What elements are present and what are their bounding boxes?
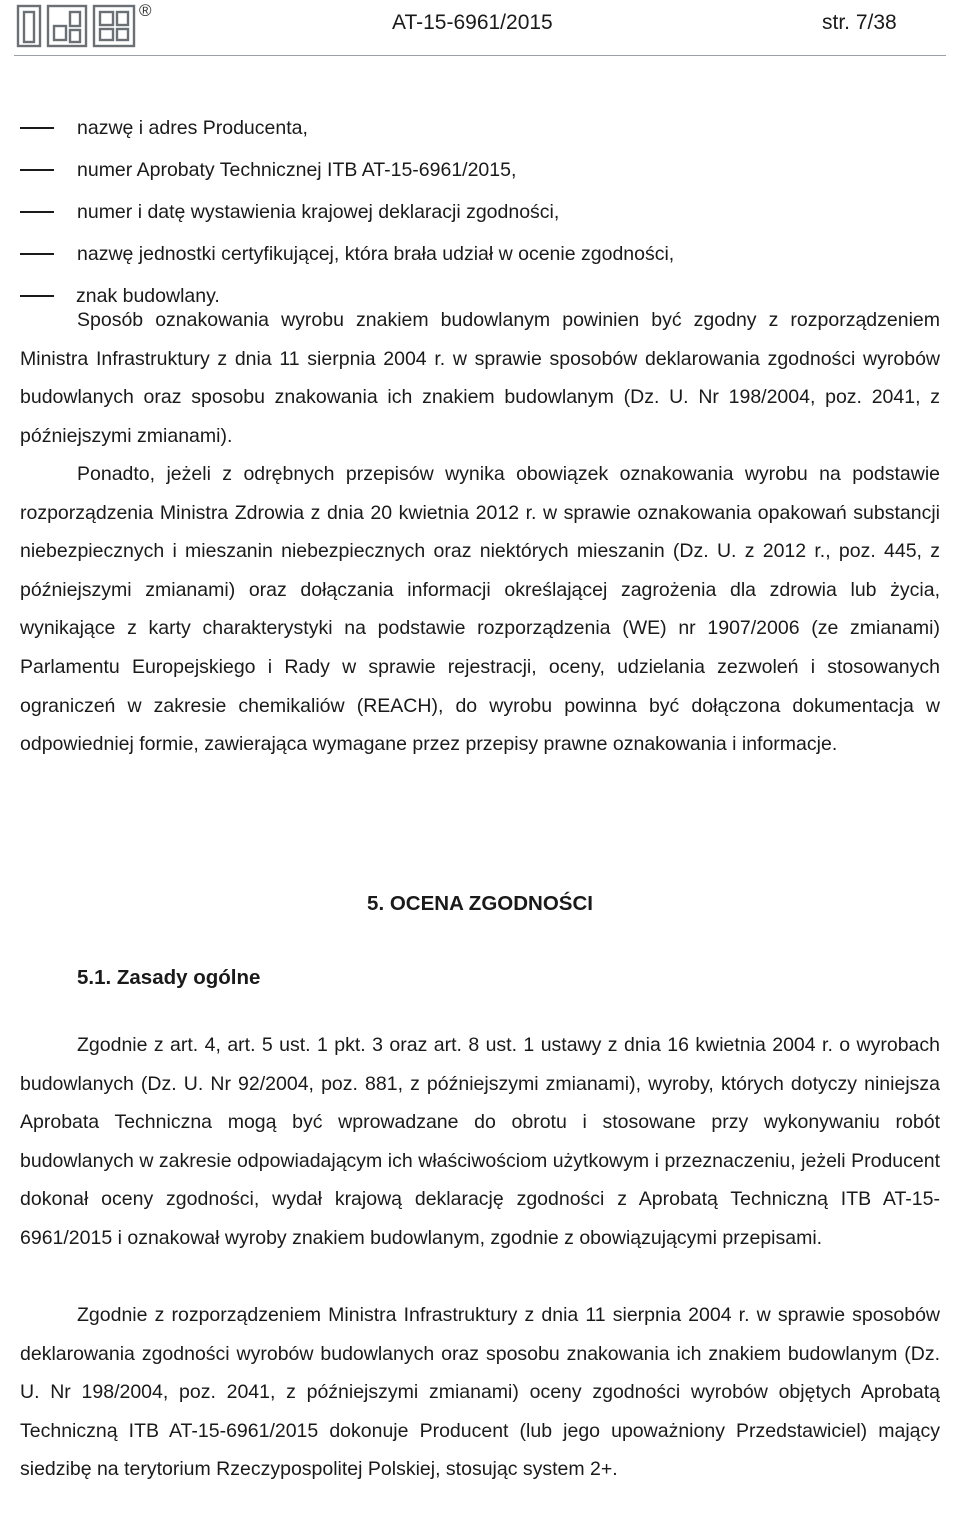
document-id: AT-15-6961/2015	[392, 11, 553, 34]
header-divider	[14, 55, 946, 56]
registered-mark: ®	[139, 1, 152, 20]
list-item: numer Aprobaty Technicznej ITB AT-15-6961/2015,	[20, 157, 940, 199]
paragraph-legal-basis: Zgodnie z art. 4, art. 5 ust. 1 pkt. 3 oraz art. 8 ust. 1 ustawy z dnia 16 kwietnia 2004 r. o wyrobach budowlanych (Dz. U. Nr 92/2004, poz. 881, z późniejszymi zmianami), wyroby, których dotyczy niniejsza Aprobata Techniczna mogą być wprowadzane do obrotu i stosowane przy wykonywaniu robót budowlanych w zakresie odpowiadającym ich właściwościom użytkowym i przeznaczeniu, jeżeli Producent dokonał oceny zgodności, wydał krajową deklarację zgodności z Aprobatą Techniczną ITB AT-15-6961/2015 i oznakował wyroby znakiem budowlanym, zgodnie z obowiązującymi przepisami.	[20, 1034, 940, 1249]
section-heading: 5. OCENA ZGODNOŚCI	[367, 892, 593, 915]
list-item: znak budowlany.	[20, 283, 940, 325]
itb-logo	[16, 1, 156, 53]
dash-bullet	[20, 295, 54, 297]
requirements-list	[20, 115, 940, 325]
dash-bullet	[20, 169, 54, 171]
itb-logo-icon	[16, 4, 156, 48]
paragraph-marking-method: Sposób oznakowania wyrobu znakiem budowlanym powinien być zgodny z rozporządzeniem Ministra Infrastruktury z dnia 11 sierpnia 2004 r. w sprawie sposobów deklarowania zgodności wyrobów budowlanych oraz sposobu znakowania ich znakiem budowlanym (Dz. U. Nr 198/2004, poz. 2041, z późniejszymi zmianami).	[20, 309, 940, 447]
dash-bullet	[20, 127, 54, 129]
list-item: nazwę i adres Producenta,	[20, 115, 940, 157]
page-header	[0, 0, 960, 60]
paragraph-conformity-system: Zgodnie z rozporządzeniem Ministra Infrastruktury z dnia 11 sierpnia 2004 r. w sprawie sposobów deklarowania zgodności wyrobów budowlanych oraz sposobu znakowania ich znakiem budowlanym (Dz. U. Nr 198/2004, poz. 2041, z późniejszymi zmianami) oceny zgodności wyrobów objętych Aprobatą Techniczną ITB AT-15-6961/2015 dokonuje Producent (lub jego upoważniony Przedstawiciel) mający siedzibę na terytorium Rzeczypospolitej Polskiej, stosując system 2+.	[20, 1304, 940, 1481]
list-item: nazwę jednostki certyfikującej, która brała udział w ocenie zgodności,	[20, 241, 940, 283]
page-number: str. 7/38	[822, 11, 897, 34]
list-item: numer i datę wystawienia krajowej deklaracji zgodności,	[20, 199, 940, 241]
subsection-heading: 5.1. Zasady ogólne	[77, 966, 261, 989]
dash-bullet	[20, 253, 54, 255]
paragraph-hazard-labelling: Ponadto, jeżeli z odrębnych przepisów wynika obowiązek oznakowania wyrobu na podstawie rozporządzenia Ministra Zdrowia z dnia 20 kwietnia 2012 r. w sprawie oznakowania opakowań substancji niebezpiecznych i mieszanin niebezpiecznych oraz niektórych mieszanin (Dz. U. z 2012 r., poz. 445, z późniejszymi zmianami) oraz dołączania informacji określającej zagrożenia dla zdrowia lub życia, wynikające z karty charakterystyki na podstawie rozporządzenia (WE) nr 1907/2006 (ze zmianami) Parlamentu Europejskiego i Rady w sprawie rejestracji, oceny, udzielania zezwoleń i stosowanych ograniczeń w zakresie chemikaliów (REACH), do wyrobu powinna być dołączona dokumentacja w odpowiedniej formie, zawierająca wymagane przez przepisy prawne oznakowania i informacje.	[20, 463, 940, 756]
dash-bullet	[20, 211, 54, 213]
